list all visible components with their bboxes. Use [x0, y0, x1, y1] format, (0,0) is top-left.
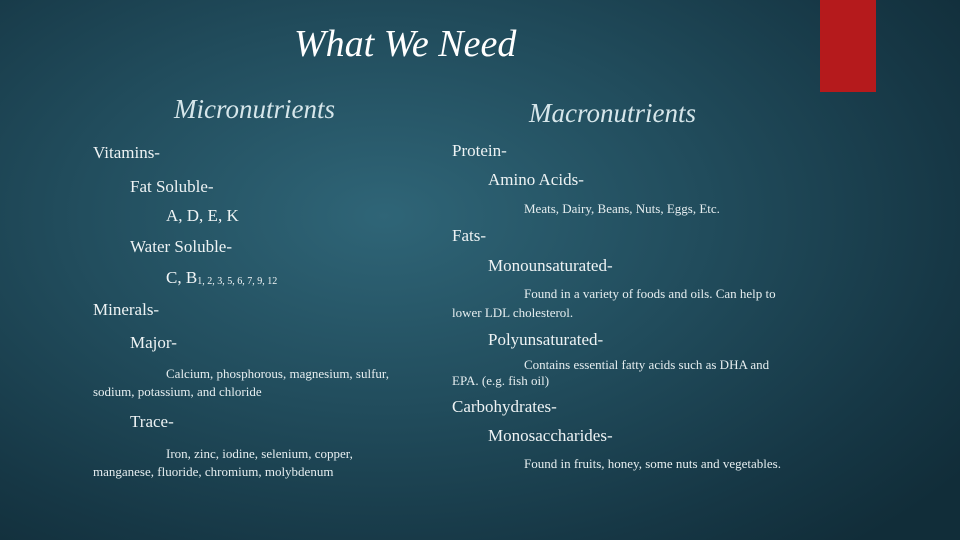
vitamin-b-subscripts: 1, 2, 3, 5, 6, 7, 9, 12	[197, 276, 278, 287]
water-soluble-vitamins	[166, 268, 277, 288]
monounsaturated-line1: Found in a variety of foods and oils. Can help to	[524, 286, 776, 301]
monounsaturated-label: Monounsaturated-	[488, 256, 613, 275]
monounsaturated-line2: lower LDL cholesterol.	[452, 305, 574, 320]
water-soluble-label: Water Soluble-	[130, 237, 233, 256]
polyunsaturated-label: Polyunsaturated-	[488, 330, 604, 349]
fats-label: Fats-	[452, 226, 486, 245]
trace-minerals-line2: manganese, fluoride, chromium, molybdenum	[93, 464, 334, 479]
polyunsaturated-line2: EPA. (e.g. fish oil)	[452, 373, 550, 388]
major-minerals-line2: sodium, potassium, and chloride	[93, 384, 262, 399]
polyunsaturated-line1: Contains essential fatty acids such as DHA and	[524, 357, 770, 372]
major-minerals-label: Major-	[130, 333, 177, 352]
fat-soluble-vitamins: A, D, E, K	[166, 206, 239, 225]
macronutrients-heading: Macronutrients	[529, 98, 696, 128]
trace-minerals-label: Trace-	[130, 412, 174, 431]
slide-title: What We Need	[294, 23, 517, 65]
vitamins-label: Vitamins-	[93, 143, 160, 162]
vitamin-c-b: C, B	[166, 268, 198, 287]
micronutrients-heading: Micronutrients	[174, 94, 335, 124]
amino-acids-label: Amino Acids-	[488, 170, 584, 189]
minerals-label: Minerals-	[93, 300, 160, 319]
monosaccharides-label: Monosaccharides-	[488, 426, 613, 445]
amino-acids-sources: Meats, Dairy, Beans, Nuts, Eggs, Etc.	[524, 201, 720, 216]
major-minerals-line1: Calcium, phosphorous, magnesium, sulfur,	[166, 366, 389, 381]
accent-bar	[820, 0, 876, 92]
monosaccharides-sources: Found in fruits, honey, some nuts and vegetables.	[524, 456, 781, 471]
trace-minerals-line1: Iron, zinc, iodine, selenium, copper,	[166, 446, 353, 461]
protein-label: Protein-	[452, 141, 507, 160]
carbohydrates-label: Carbohydrates-	[452, 397, 557, 416]
fat-soluble-label: Fat Soluble-	[130, 177, 214, 196]
